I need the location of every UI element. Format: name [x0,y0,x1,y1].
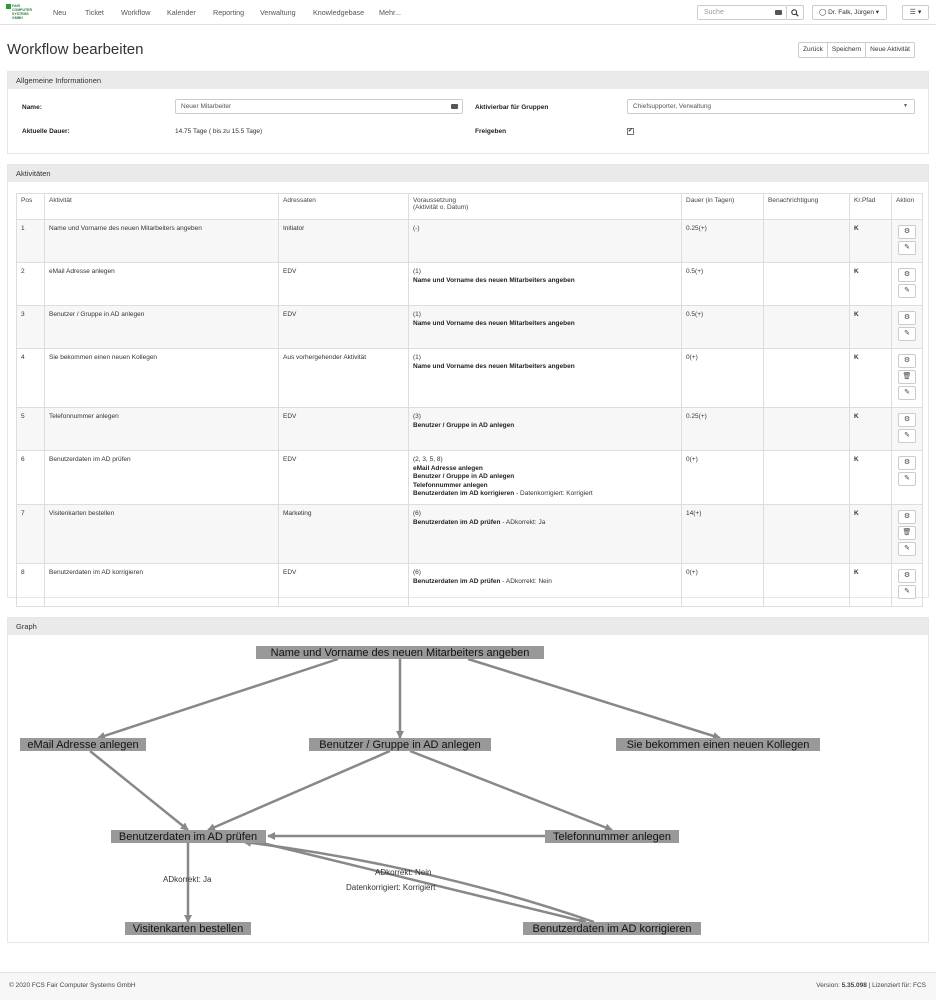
activity-pos: 7 [17,505,45,564]
activity-actions [892,408,923,451]
gear-icon: ⚙ [903,314,911,321]
search-icon [791,9,799,17]
activity-requirement [409,505,682,564]
graph-heading: Graph [8,618,928,635]
nav-item-verwaltung[interactable]: Verwaltung [260,8,296,17]
graph-node-n4[interactable] [616,738,820,751]
header-button-group [798,42,915,58]
activity-requirement [409,263,682,306]
activity-requirement [409,220,682,263]
activity-name: Benutzer / Gruppe in AD anlegen [45,306,279,349]
pencil-icon: ✎ [904,475,910,482]
requirement-dependency [413,363,677,372]
activity-requirement [409,408,682,451]
activity-critical-path: K [850,505,892,564]
requirement-dependency [413,320,677,329]
activity-duration: 14(+) [682,505,764,564]
requirement-ref: (1) [413,311,421,318]
gear-icon: ⚙ [903,416,911,423]
activity-notification [764,220,850,263]
graph-edge-2-6 [90,751,188,830]
search-placeholder: Suche [704,9,724,16]
settings-button[interactable] [898,569,916,583]
pencil-icon: ✎ [904,287,910,294]
activity-name: eMail Adresse anlegen [45,263,279,306]
activities-heading: Aktivitäten [8,165,928,182]
requirement-ref: (1) [413,354,421,361]
delete-button[interactable] [898,370,916,384]
requirement-ref: (2, 3, 5, 8) [413,456,443,463]
graph-edge-6-8 [258,842,586,922]
graph-panel [7,617,929,943]
graph-node-n6[interactable] [111,830,266,843]
activity-duration: 0.25(+) [682,408,764,451]
graph-node-n4-label: Sie bekommen einen neuen Kollegen [626,739,810,751]
dependency-activity: Telefonnummer anlegen [413,481,488,489]
version-prefix: Version: [816,982,842,989]
requirement-dependency [413,490,677,499]
dependency-activity: eMail Adresse anlegen [413,464,483,472]
activity-requirement [409,451,682,505]
dependency-activity: Benutzer / Gruppe in AD anlegen [413,421,515,429]
nav-item-workflow[interactable]: Workflow [121,8,151,17]
dependency-activity: Name und Vorname des neuen Mitarbeiters angeben [413,276,575,284]
settings-button[interactable] [898,456,916,470]
keyboard-icon[interactable] [451,104,458,109]
settings-button[interactable] [898,413,916,427]
activity-actions [892,263,923,306]
company-logo[interactable] [6,4,33,21]
requirement-dependency [413,465,677,474]
col-addressees[interactable]: Adressaten [279,194,409,220]
activity-notification [764,349,850,408]
activity-pos: 5 [17,408,45,451]
dependency-activity: Benutzerdaten im AD prüfen [413,518,501,526]
gear-icon: ⚙ [903,271,911,278]
edit-button[interactable] [898,429,916,443]
graph-node-n5-label: Telefonnummer anlegen [552,831,672,843]
page-title: Workflow bearbeiten [7,41,144,58]
activity-duration: 0.5(+) [682,306,764,349]
activity-name: Telefonnummer anlegen [45,408,279,451]
activity-critical-path: K [850,408,892,451]
requirement-dependency [413,277,677,286]
search-input[interactable] [697,5,787,20]
activity-pos: 3 [17,306,45,349]
settings-button[interactable] [898,225,916,239]
activity-name: Benutzerdaten im AD korrigieren [45,564,279,607]
graph-node-n3-label: Benutzer / Gruppe in AD anlegen [319,739,481,751]
footer-copyright: © 2020 FCS Fair Computer Systems GmbH [9,982,136,989]
requirement-ref: (3) [413,413,421,420]
requirement-ref: (-) [413,225,420,232]
activity-requirement [409,564,682,607]
edit-button[interactable] [898,241,916,255]
col-critical-path[interactable]: Kr.Pfad [850,194,892,220]
activity-duration: 0(+) [682,564,764,607]
dependency-condition: - Datenkorrigiert: Korrigiert [514,490,593,497]
name-label: Name: [22,104,42,111]
activity-notification [764,408,850,451]
activity-name: Benutzerdaten im AD prüfen [45,451,279,505]
table-row [17,451,923,505]
activity-notification [764,263,850,306]
activity-pos: 1 [17,220,45,263]
activity-addressees: Aus vorhergehender Aktivität [279,349,409,408]
edit-button[interactable] [898,472,916,486]
table-row [17,564,923,607]
duration-value: 14.75 Tage ( bis zu 15.5 Tage) [175,128,263,135]
user-menu-button[interactable] [812,5,887,20]
activity-notification [764,564,850,607]
save-button[interactable]: Speichern [828,42,866,58]
table-row [17,505,923,564]
activity-critical-path: K [850,263,892,306]
gear-icon: ⚙ [903,572,911,579]
dependency-condition: - ADkorrekt: Ja [500,518,546,526]
nav-item-kalender[interactable]: Kalender [167,8,196,17]
graph-node-n1[interactable] [256,646,544,659]
release-label: Freigeben [475,128,507,135]
menu-icon: ☰ ▾ [909,9,922,16]
workflow-name-value: Neuer Mitarbeiter [181,103,232,110]
nav-item-reporting[interactable]: Reporting [213,8,245,17]
edge-label-adkorrekt-ja: ADkorrekt: Ja [163,875,212,884]
activity-addressees: EDV [279,306,409,349]
edit-button[interactable] [898,284,916,298]
new-activity-button[interactable]: Neue Aktivität [866,42,915,58]
pencil-icon: ✎ [904,432,910,439]
requirement-dependency [413,473,677,482]
activity-notification [764,306,850,349]
trash-icon: 🗑 [902,529,912,536]
edit-button[interactable] [898,542,916,556]
main-menu-button[interactable] [902,5,929,20]
activity-duration: 0.5(+) [682,263,764,306]
dependency-activity: Benutzer / Gruppe in AD anlegen [413,473,515,480]
graph-edge-3-5 [410,751,612,830]
dependency-activity: Benutzerdaten im AD prüfen [413,577,501,585]
edit-button[interactable] [898,585,916,599]
release-checkbox[interactable] [627,128,634,135]
dependency-activity: Name und Vorname des neuen Mitarbeiters angeben [413,319,575,327]
table-row [17,306,923,349]
activity-duration: 0.25(+) [682,220,764,263]
activity-addressees: EDV [279,451,409,505]
activity-addressees: EDV [279,263,409,306]
activity-addressees: Initiator [279,220,409,263]
graph-node-n8-label: Benutzerdaten im AD korrigieren [532,923,692,935]
activity-actions [892,220,923,263]
requirement-ref: (6) [413,510,421,517]
table-row [17,408,923,451]
pencil-icon: ✎ [904,545,910,552]
activities-panel [7,164,929,598]
requirement-dependency [413,519,677,528]
activity-actions [892,306,923,349]
activity-addressees: EDV [279,564,409,607]
groups-value: Chiefsupporter, Verwaltung [633,103,712,110]
table-row [17,349,923,408]
delete-button[interactable] [898,526,916,540]
edit-button[interactable] [898,386,916,400]
graph-node-n7-label: Visitenkarten bestellen [132,923,244,935]
table-header-row [17,194,923,220]
activity-requirement [409,306,682,349]
graph-node-n2[interactable] [20,738,146,751]
groups-label: Aktivierbar für Gruppen [475,104,549,111]
activity-duration: 0(+) [682,451,764,505]
activity-notification [764,505,850,564]
table-row [17,220,923,263]
activity-name: Visitenkarten bestellen [45,505,279,564]
check-icon: ✔ [628,128,634,134]
requirement-dependency [413,422,677,431]
pencil-icon: ✎ [904,588,910,595]
workflow-graph [8,635,928,943]
requirement-dependency [413,578,677,587]
nav-item-ticket[interactable]: Ticket [85,8,104,17]
nav-item-neu[interactable]: Neu [53,8,67,17]
keyboard-icon[interactable] [775,10,782,15]
pencil-icon: ✎ [904,244,910,251]
settings-button[interactable] [898,510,916,524]
graph-edge-1-4 [468,659,720,738]
version-number: 5.35.098 [841,982,867,989]
back-button[interactable]: Zurück [798,42,828,58]
graph-node-n3[interactable] [309,738,491,751]
gear-icon: ⚙ [903,513,911,520]
table-row [17,263,923,306]
graph-node-n1-label: Name und Vorname des neuen Mitarbeiters angeben [270,647,530,659]
settings-button[interactable] [898,268,916,282]
caret-down-icon: ▼ [903,103,908,109]
logo-text: FAIR COMPUTER SYSTEMS GMBH [12,4,33,20]
nav-item-knowledgebase[interactable]: Knowledgebase [313,8,365,17]
col-action: Aktion [892,194,923,220]
col-activity[interactable]: Aktivität [45,194,279,220]
activity-requirement [409,349,682,408]
edge-label-datenkorrigiert: Datenkorrigiert: Korrigiert [346,883,436,892]
footer-version [816,982,926,989]
search-button[interactable] [787,5,804,20]
col-notification[interactable]: Benachrichtigung [764,194,850,220]
activity-pos: 4 [17,349,45,408]
activities-table-body [17,220,923,607]
requirement-ref: (1) [413,268,421,275]
activity-duration: 0(+) [682,349,764,408]
graph-edge-3-6 [208,751,390,830]
user-icon: ◯ [819,9,829,16]
graph-edge-1-2 [98,659,338,738]
top-navbar [0,0,936,25]
dependency-condition: - ADkorrekt: Nein [500,577,552,585]
logo-mark [6,4,11,9]
requirement-ref: (6) [413,569,421,576]
groups-select[interactable] [627,99,915,114]
settings-button[interactable] [898,311,916,325]
graph-node-n2-label: eMail Adresse anlegen [27,739,139,751]
activities-table [16,193,923,607]
duration-label: Aktuelle Dauer: [22,128,70,135]
user-name: Dr. Falk, Jürgen ▾ [828,9,880,16]
edit-button[interactable] [898,327,916,341]
activity-critical-path: K [850,564,892,607]
activity-actions [892,564,923,607]
activity-actions [892,451,923,505]
nav-item-mehr[interactable]: Mehr... [379,8,401,17]
activity-critical-path: K [850,349,892,408]
activity-notification [764,451,850,505]
activity-pos: 2 [17,263,45,306]
activity-addressees: EDV [279,408,409,451]
gear-icon: ⚙ [903,459,911,466]
workflow-name-input[interactable] [175,99,463,114]
graph-node-n8[interactable] [523,922,701,935]
gear-icon: ⚙ [903,228,911,235]
graph-node-n5[interactable] [545,830,679,843]
activity-critical-path: K [850,306,892,349]
graph-node-n6-label: Benutzerdaten im AD prüfen [118,831,258,843]
dependency-activity: Name und Vorname des neuen Mitarbeiters angeben [413,362,575,370]
general-info-panel [7,71,929,154]
activity-name: Sie bekommen einen neuen Kollegen [45,349,279,408]
footer [0,972,936,1000]
activity-name: Name und Vorname des neuen Mitarbeiters angeben [45,220,279,263]
col-duration[interactable]: Dauer (in Tagen) [682,194,764,220]
activity-pos: 8 [17,564,45,607]
requirement-dependency [413,482,677,491]
col-requirement[interactable]: Voraussetzung (Aktivität o. Datum) [409,194,682,220]
license-text: | Lizenziert für: FCS [866,982,926,989]
activity-actions [892,349,923,408]
edge-label-adkorrekt-nein: ADkorrekt: Nein [375,868,432,877]
trash-icon: 🗑 [902,373,912,380]
pencil-icon: ✎ [904,330,910,337]
activity-actions [892,505,923,564]
general-info-heading: Allgemeine Informationen [8,72,928,89]
activity-pos: 6 [17,451,45,505]
activity-critical-path: K [850,451,892,505]
graph-node-n7[interactable] [125,922,251,935]
col-pos[interactable]: Pos [17,194,45,220]
activity-addressees: Marketing [279,505,409,564]
gear-icon: ⚙ [903,357,911,364]
dependency-activity: Benutzerdaten im AD korrigieren [413,490,515,497]
activity-critical-path: K [850,220,892,263]
pencil-icon: ✎ [904,389,910,396]
settings-button[interactable] [898,354,916,368]
